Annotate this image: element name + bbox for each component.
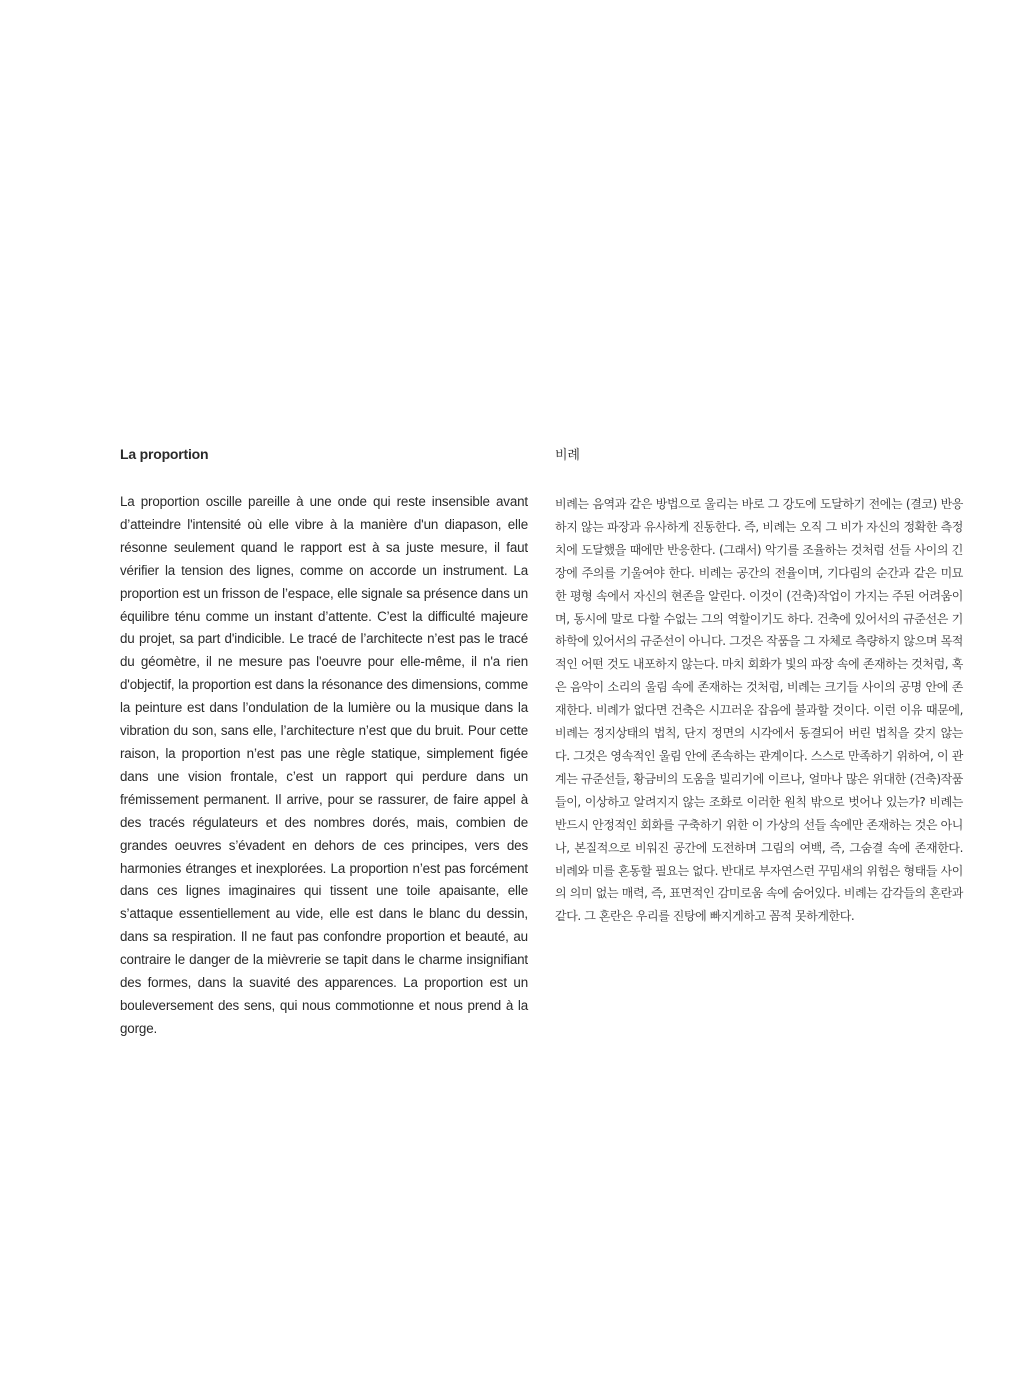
french-column [120,443,528,1041]
french-title: La proportion [120,446,209,462]
korean-title: 비례 [555,448,580,463]
korean-body-text: 비례는 음역과 같은 방법으로 울리는 바로 그 강도에 도달하기 전에는 (결코) 반응하지 않는 파장과 유사하게 진동한다. 즉, 비례는 오직 그 비가 자신의 정확한 측정치에 도달했을 때에만 반응한다. (그래서) 악기를 조율하는 것처럼 선들 사이의 긴장에 주의를 기울여야 한다. 비례는 공간의 전율이며, 기다림의 순간과 같은 미묘한 평형 속에서 자신의 현존을 알린다. 이것이 (건축)작업이 가지는 주된 어려움이며, 동시에 말로 다할 수없는 그의 역할이기도 하다. 건축에 있어서의 규준선은 기하학에 있어서의 규준선이 아니다. 그것은 작품을 그 자체로 측량하지 않으며 목적적인 어떤 것도 내포하지 않는다. 마치 회화가 빛의 파장 속에 존재하는 것처럼, 혹은 음악이 소리의 울림 속에 존재하는 것처럼, 비례는 크기들 사이의 공명 안에 존재한다. 비례가 없다면 건축은 시끄러운 잡음에 불과할 것이다. 이런 이유 때문에, 비례는 정지상태의 법칙, 단지 정면의 시각에서 동결되어 버린 법칙을 갖지 않는다. 그것은 영속적인 울림 안에 존속하는 관계이다. 스스로 만족하기 위하여, 이 관계는 규준선들, 황금비의 도움을 빌리기에 이르나, 얼마나 많은 위대한 (건축)작품들이, 이상하고 알려지지 않는 조화로 이러한 원칙 밖으로 벗어나 있는가? 비례는 반드시 안정적인 회화를 구축하기 위한 이 가상의 선들 속에만 존재하는 것은 아니나, 본질적으로 비워진 공간에 도전하며 그림의 여백, 즉, 그숨결 속에 존재한다. 비례와 미를 혼동할 필요는 없다. 반대로 부자연스런 꾸밈새의 위험은 형태들 사이의 의미 없는 매력, 즉, 표면적인 감미로움 속에 숨어있다. 비례는 감각들의 혼란과 같다. 그 혼란은 우리를 진탕에 빠지게하고 꼼적 못하게한다. [555,497,963,924]
french-body-text: La proportion oscille pareille à une onde qui reste insensible avant d’atteindre l'intensité où elle vibre à la manière d'un diapason, elle résonne seulement quand le rapport est à sa juste mesure, il faut vérifier la tension des lignes, comme on accorde un instrument. La proportion est un frisson de l’espace, elle signale sa présence dans un équilibre ténu comme un instant d’attente. C’est la difficulté majeure du projet, sa part d'indicible. Le tracé de l’architecte n’est pas le tracé du géomètre, il ne mesure pas l'oeuvre pour elle-même, il n'a rien d'objectif, la proportion est dans la résonance des dimensions, comme la peinture est dans l’ondulation de la lumière ou la musique dans la vibration du son, sans elle, l’architecture n’est que du bruit. Pour cette raison, la proportion n’est pas une règle statique, simplement figée dans une vision frontale, c’est un rapport qui perdure dans un frémissement permanent. Il arrive, pour se rassurer, de faire appel à des tracés régulateurs et des nombres dorés, mais, combien de grandes oeuvres s’évadent en dehors de ces principes, vers des harmonies étranges et inexplorées. La proportion n’est pas forcément dans ces lignes imaginaires qui tissent une toile apaisante, elle s’attaque essentiellement au vide, elle est dans le blanc du dessin, dans sa respiration. Il ne faut pas confondre proportion et beauté, au contraire le danger de la mièvrerie se tapit dans le charme insignifiant des formes, dans la suavité des apparences. La proportion est un bouleversement des sens, qui nous commotionne et nous prend à la gorge. [120,494,528,1036]
korean-column [555,443,963,928]
